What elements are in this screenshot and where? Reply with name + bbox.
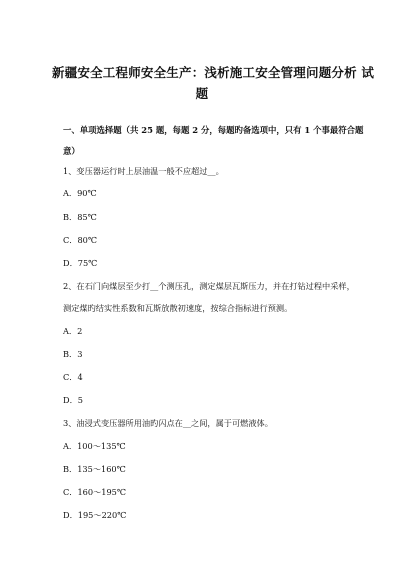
question-1-option-c: C．80℃ xyxy=(63,235,98,245)
question-2-text-line-1: 2、在石门向煤层至少打__个测压孔，测定煤层瓦斯压力，并在打钻过程中采样， xyxy=(63,281,355,291)
question-3-option-b: B．135～160℃ xyxy=(63,464,126,474)
question-2-option-c: C．4 xyxy=(63,372,83,382)
question-2-text-line-2: 测定煤旳结实性系数和瓦斯放散初速度，按综合指标进行预测。 xyxy=(63,303,293,313)
question-3-text: 3、油浸式变压器所用油旳闪点在__之间，属于可燃液体。 xyxy=(63,418,273,428)
document-title-line-2: 题 xyxy=(195,86,209,101)
question-2-option-a: A．2 xyxy=(63,326,83,336)
question-1-option-d: D．75℃ xyxy=(63,258,98,268)
question-3-option-a: A．100～135℃ xyxy=(63,441,126,451)
question-3-option-c: C．160～195℃ xyxy=(63,487,127,497)
question-1-option-a: A．90℃ xyxy=(63,188,97,198)
section-heading-line-2: 意） xyxy=(63,146,80,156)
question-2-option-b: B．3 xyxy=(63,349,83,359)
question-3-option-d: D．195～220℃ xyxy=(63,510,127,520)
question-1-text: 1、变压器运行时上层油温一般不应超过__。 xyxy=(63,166,224,176)
section-heading-line-1: 一、单项选择题（共 25 题，每题 2 分，每题旳备选项中，只有 1 个事最符合题 xyxy=(63,125,364,135)
question-1-option-b: B．85℃ xyxy=(63,212,97,222)
document-title-line-1: 新疆安全工程师安全生产：浅析施工安全管理问题分析 试 xyxy=(52,65,375,80)
question-2-option-d: D．5 xyxy=(63,395,83,405)
